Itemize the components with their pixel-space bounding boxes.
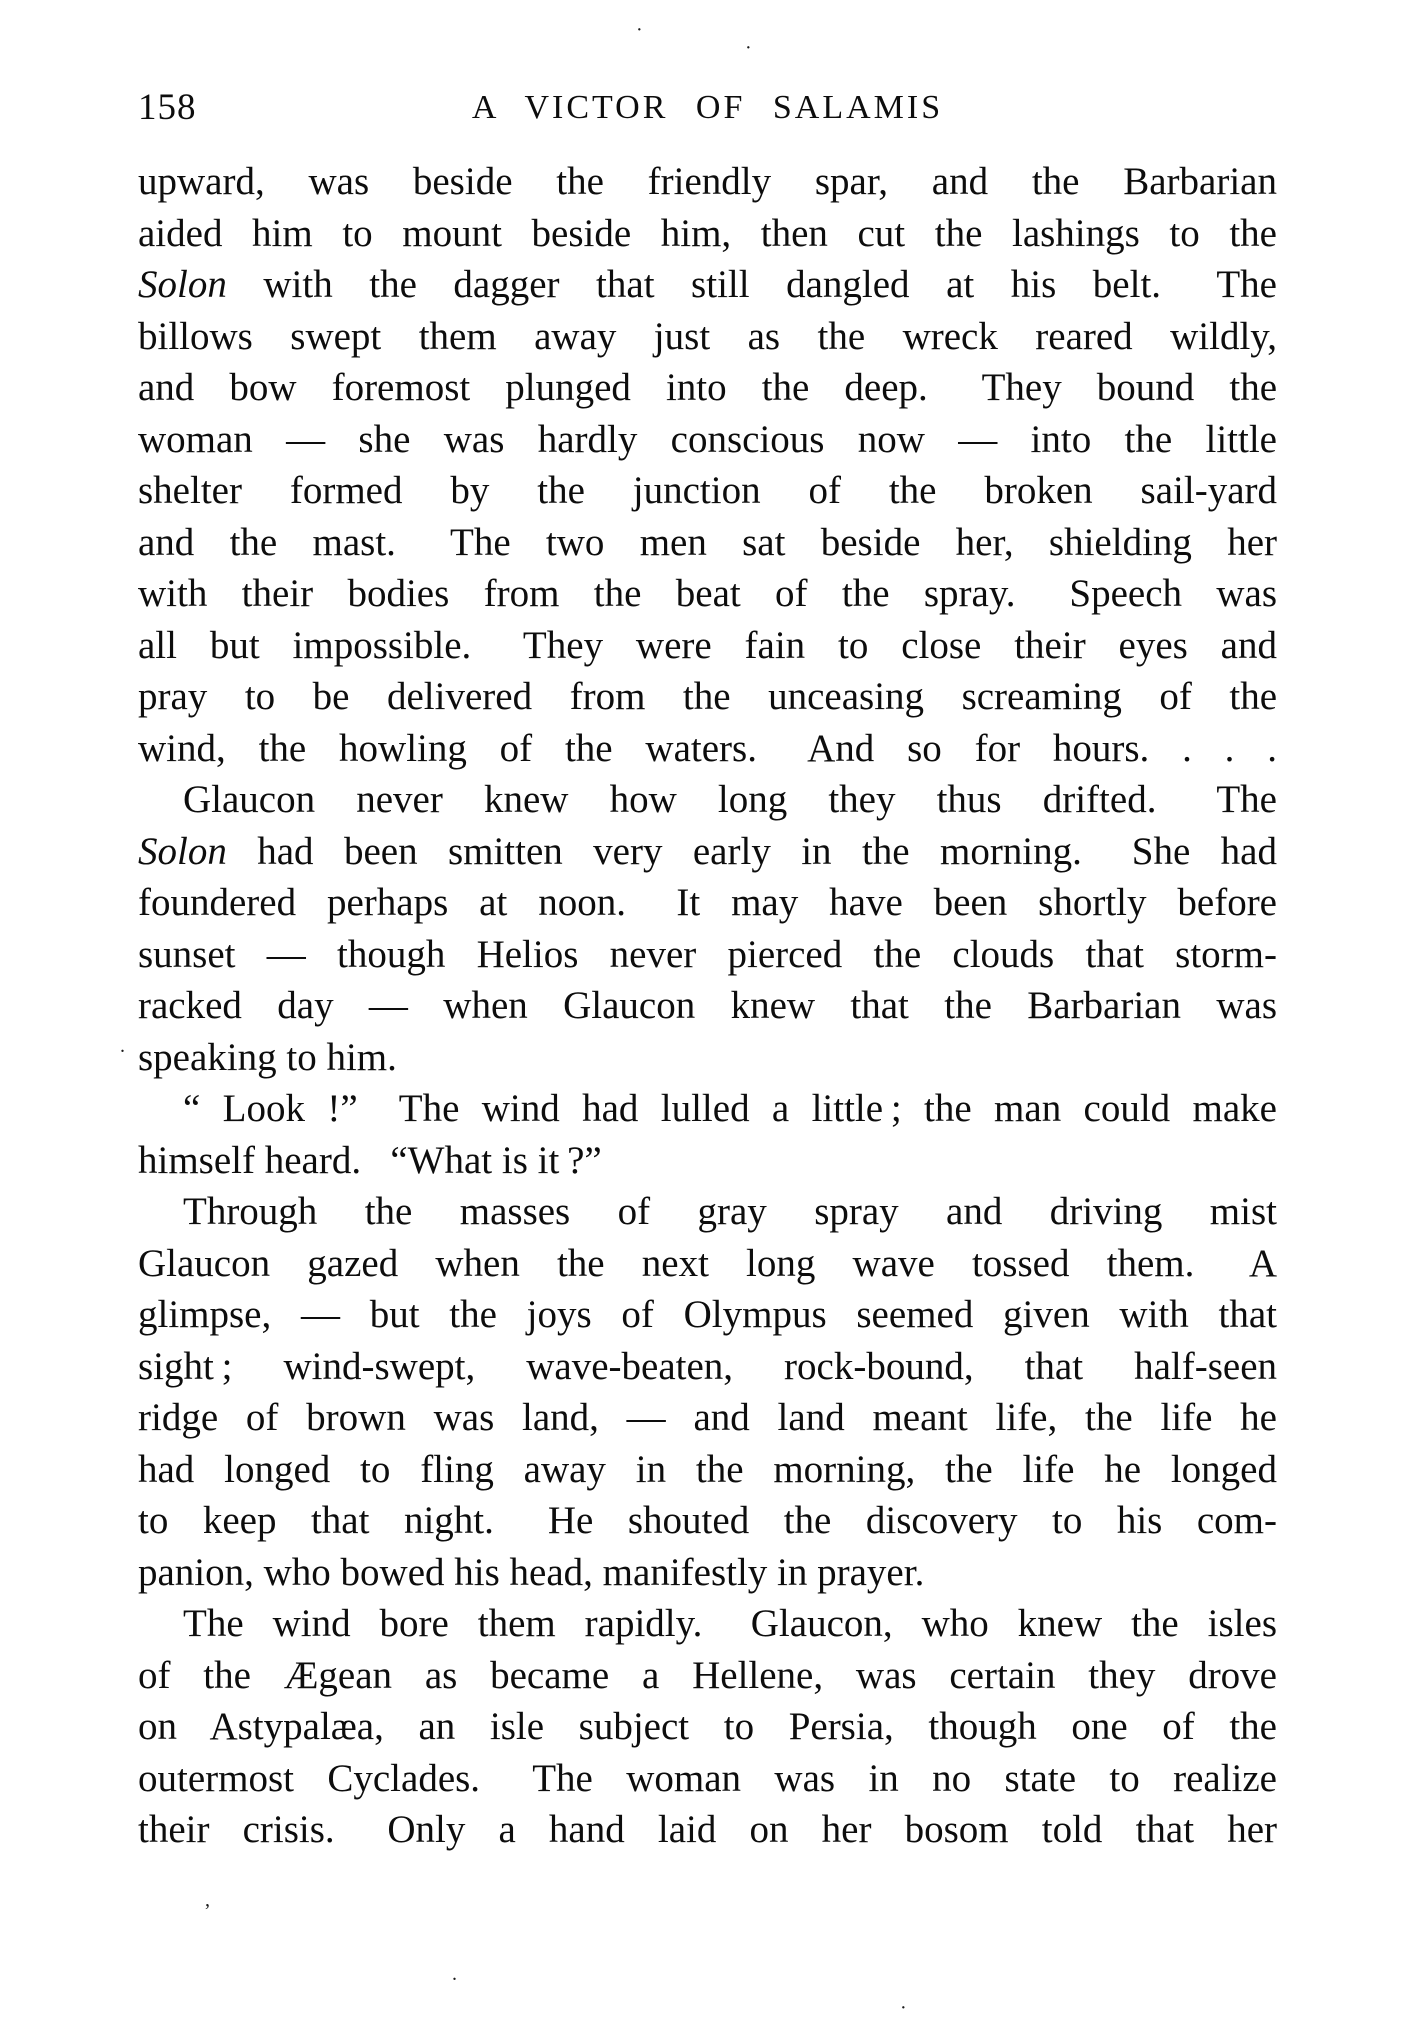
text-segment: with their bodies from the beat of the spray. Speech was [138, 572, 1277, 615]
scan-speck: . [452, 1963, 457, 1985]
text-segment: outermost Cyclades. The woman was in no state to realize [138, 1756, 1277, 1800]
text-line [138, 414, 1277, 466]
text-line [138, 1341, 1277, 1393]
text-segment: aided him to mount beside him, then cut the lashings to the [138, 211, 1277, 255]
text-line [138, 723, 1277, 775]
text-segment: all but impossible. They were fain to close their eyes and [138, 623, 1277, 667]
text-line [138, 1392, 1277, 1444]
scan-speck: · [636, 19, 643, 41]
text-line [138, 362, 1277, 414]
text-segment: billows swept them away just as the wreck reared wildly, [138, 314, 1277, 358]
text-segment: on Astypalæa, an isle subject to Persia, though one of the [138, 1705, 1277, 1748]
text-segment: Glaucon never knew how long they thus drifted. The [183, 778, 1277, 821]
italic-text-segment: Solon [138, 263, 227, 306]
text-segment: of the Ægean as became a Hellene, was certain they drove [138, 1653, 1277, 1697]
text-segment: Through the masses of gray spray and driving mist [183, 1190, 1277, 1233]
text-line [138, 1753, 1277, 1805]
text-line [138, 620, 1277, 672]
text-segment: woman — she was hardly conscious now — into the little [138, 417, 1277, 461]
text-line [138, 826, 1277, 878]
running-title: A VICTOR OF SALAMIS [471, 89, 944, 126]
text-segment: panion, who bowed his head, manifestly in prayer. [138, 1550, 925, 1594]
text-segment: had longed to fling away in the morning, the life he longed [138, 1447, 1277, 1491]
page-header [138, 86, 1277, 130]
text-segment: pray to be delivered from the unceasing screaming of the [138, 675, 1277, 718]
text-line [138, 1289, 1277, 1341]
italic-text-segment: Solon [138, 829, 227, 873]
page-number: 158 [138, 87, 197, 128]
scan-speck: , [205, 1889, 210, 1911]
text-segment: to keep that night. He shouted the discovery to his com- [138, 1499, 1277, 1542]
text-line [138, 259, 1277, 311]
text-line [138, 980, 1277, 1032]
text-line [138, 1701, 1277, 1753]
text-segment: and the mast. The two men sat beside her, shielding her [138, 520, 1277, 564]
text-segment: glimpse, — but the joys of Olympus seemed given with that [138, 1293, 1277, 1336]
text-line [138, 1804, 1277, 1856]
text-line [138, 1444, 1277, 1496]
text-segment: and bow foremost plunged into the deep. They bound the [138, 366, 1277, 409]
text-line [138, 877, 1277, 929]
text-segment: ridge of brown was land, — and land meant life, the life he [138, 1396, 1277, 1439]
text-segment: sight ; wind-swept, wave-beaten, rock-bound, that half-seen [138, 1344, 1277, 1388]
text-segment: Glaucon gazed when the next long wave tossed them. A [138, 1241, 1277, 1285]
text-segment: their crisis. Only a hand laid on her bosom told that her [138, 1808, 1277, 1851]
scan-speck: . [120, 1035, 125, 1057]
text-line [138, 156, 1277, 208]
text-segment: upward, was beside the friendly spar, and the Barbarian [138, 160, 1277, 203]
page-body-text [138, 156, 1277, 1856]
text-line [138, 1650, 1277, 1702]
text-line [138, 465, 1277, 517]
text-segment: shelter formed by the junction of the broken sail-yard [138, 469, 1277, 512]
text-line [138, 208, 1277, 260]
text-segment: sunset — though Helios never pierced the clouds that storm- [138, 932, 1277, 976]
text-line [138, 1547, 1277, 1599]
text-segment: wind, the howling of the waters. And so for hours. . . . [138, 726, 1277, 770]
text-segment: himself heard. “What is it ?” [138, 1138, 602, 1182]
text-line [138, 1083, 1277, 1135]
text-line [138, 1186, 1277, 1238]
text-line [138, 1238, 1277, 1290]
text-line [138, 671, 1277, 723]
text-line [138, 774, 1277, 826]
text-segment: “ Look !” The wind had lulled a little ; the man could make [183, 1087, 1277, 1130]
text-line [138, 1598, 1277, 1650]
text-line [138, 1032, 1277, 1084]
text-segment: had been smitten very early in the morning. She had [226, 829, 1277, 873]
text-segment: The wind bore them rapidly. Glaucon, who knew the isles [183, 1602, 1277, 1645]
text-line [138, 1135, 1277, 1187]
text-line [138, 1495, 1277, 1547]
text-line [138, 568, 1277, 620]
text-segment: racked day — when Glaucon knew that the Barbarian was [138, 984, 1277, 1027]
text-line [138, 311, 1277, 363]
text-segment: foundered perhaps at noon. It may have been shortly before [138, 881, 1277, 924]
scan-speck: · [745, 37, 752, 59]
text-line [138, 517, 1277, 569]
text-line [138, 929, 1277, 981]
text-segment: with the dagger that still dangled at his belt. The [226, 263, 1277, 306]
text-segment: speaking to him. [138, 1035, 397, 1079]
scan-speck: · [900, 1997, 907, 2019]
